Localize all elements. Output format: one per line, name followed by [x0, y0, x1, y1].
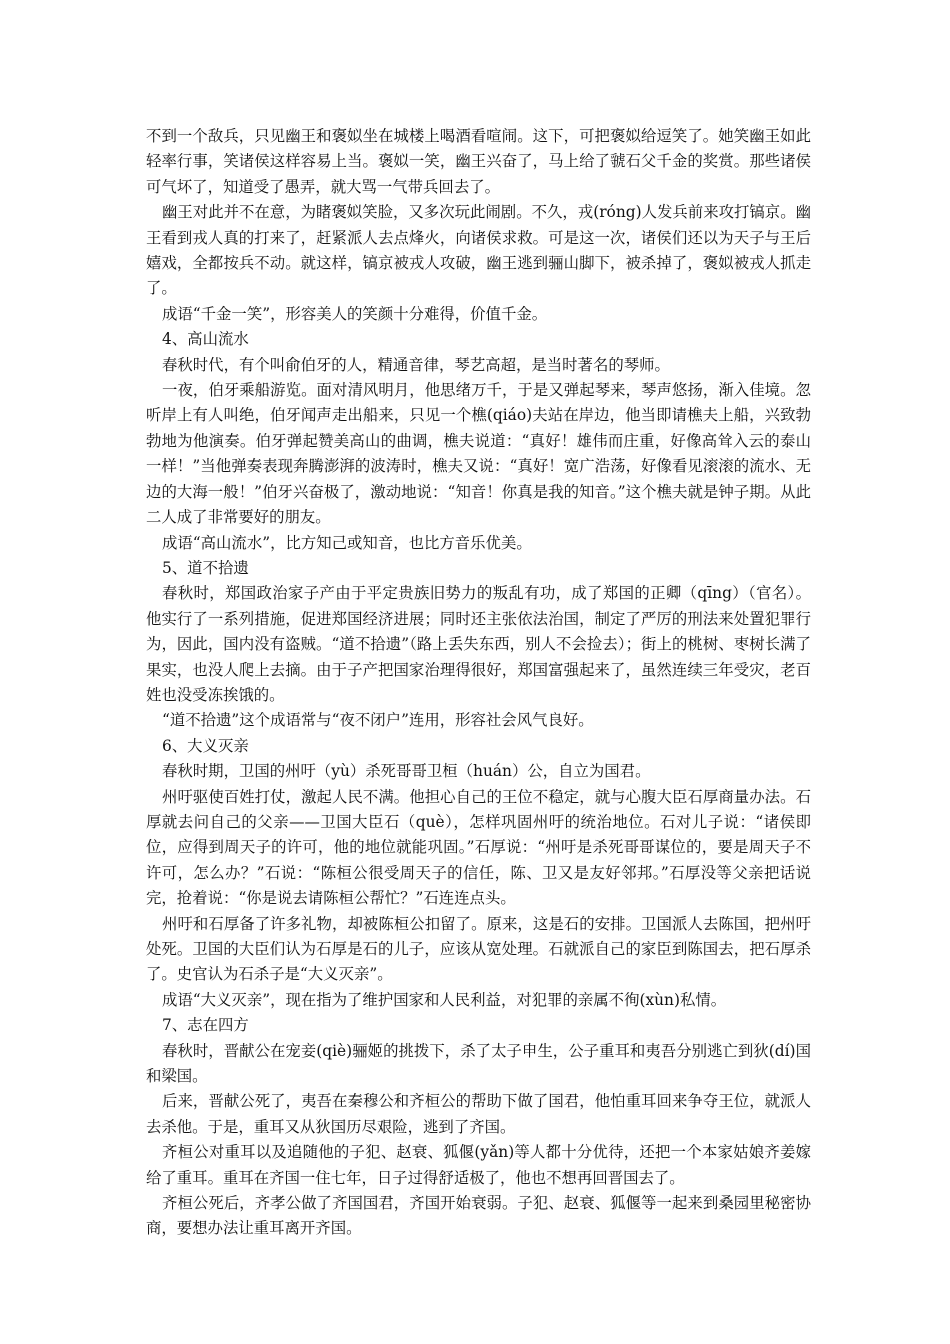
body-paragraph: 齐桓公死后，齐孝公做了齐国国君，齐国开始衰弱。子犯、赵衰、狐偃等一起来到桑园里秘密协商，要想办法让重耳离开齐国。 [146, 1194, 811, 1238]
body-paragraph: 春秋时期，卫国的州吁（yù）杀死哥哥卫桓（huán）公，自立为国君。 [162, 762, 651, 781]
body-paragraph: 成语“千金一笑”，形容美人的笑颜十分难得，价值千金。 [162, 304, 548, 323]
section-heading: 5、道不拾遗 [162, 558, 249, 577]
body-paragraph: 州吁和石厚备了许多礼物，却被陈桓公扣留了。原来，这是石的安排。卫国派人去陈国，把州吁处死。卫国的大臣们认为石厚是石的儿子，应该从宽处理。石就派自己的家臣到陈国去，把石厚杀了。史官认为石杀子是“大义灭亲”。 [146, 914, 811, 984]
body-paragraph: 春秋时，郑国政治家子产由于平定贵族旧势力的叛乱有功，成了郑国的正卿（qīng）（官名）。他实行了一系列措施，促进郑国经济进展；同时还主张依法治国，制定了严厉的刑法来处置犯罪行为，因此，国内没有盗贼。“道不拾遗”（路上丢失东西，别人不会捡去）；街上的桃树、枣树长满了果实，也没人爬上去摘。由于子产把国家治理得很好，郑国富强起来了，虽然连续三年受灾，老百姓也没受冻挨饿的。 [146, 584, 811, 704]
body-paragraph: 成语“高山流水”，比方知己或知音，也比方音乐优美。 [162, 533, 532, 552]
section-heading: 4、高山流水 [162, 330, 249, 349]
body-paragraph: 幽王对此并不在意，为睹褒姒笑脸，又多次玩此闹剧。不久，戎(róng)人发兵前来攻打镐京。幽王看到戎人真的打来了，赶紧派人去点烽火，向诸侯求救。可是这一次，诸侯们还以为天子与王后嬉戏，全都按兵不动。就这样，镐京被戎人攻破，幽王逃到骊山脚下，被杀掉了，褒姒被戎人抓走了。 [146, 203, 811, 298]
body-paragraph: 成语“大义灭亲”，现在指为了维护国家和人民利益，对犯罪的亲属不徇(xùn)私情。 [162, 990, 727, 1009]
body-paragraph: 后来，晋献公死了，夷吾在秦穆公和齐桓公的帮助下做了国君，他怕重耳回来争夺王位，就派人去杀他。于是，重耳又从狄国历尽艰险，逃到了齐国。 [146, 1092, 811, 1136]
document-page [146, 124, 811, 1242]
body-paragraph: 春秋时代，有个叫俞伯牙的人，精通音律，琴艺高超，是当时著名的琴师。 [162, 355, 670, 374]
section-heading: 7、志在四方 [162, 1016, 249, 1035]
body-paragraph: 不到一个敌兵，只见幽王和褒姒坐在城楼上喝酒看喧闹。这下，可把褒姒给逗笑了。她笑幽王如此轻率行事，笑诸侯这样容易上当。褒姒一笑，幽王兴奋了，马上给了虢石父千金的奖赏。那些诸侯可气坏了，知道受了愚弄，就大骂一气带兵回去了。 [146, 127, 811, 196]
body-paragraph: 齐桓公对重耳以及追随他的子犯、赵衰、狐偃(yǎn)等人都十分优待，还把一个本家姑娘齐姜嫁给了重耳。重耳在齐国一住七年，日子过得舒适极了，他也不想再回晋国去了。 [146, 1143, 811, 1187]
body-paragraph: “道不拾遗”这个成语常与“夜不闭户”连用，形容社会风气良好。 [162, 711, 594, 730]
body-paragraph: 春秋时，晋献公在宠妾(qiè)骊姬的挑拨下，杀了太子申生，公子重耳和夷吾分别逃亡到狄(dí)国和梁国。 [146, 1041, 811, 1086]
section-heading: 6、大义灭亲 [162, 736, 249, 755]
body-paragraph: 州吁驱使百姓打仗，激起人民不满。他担心自己的王位不稳定，就与心腹大臣石厚商量办法。石厚就去问自己的父亲——卫国大臣石（què），怎样巩固州吁的统治地位。石对儿子说：“诸侯即位，应得到周天子的许可，他的地位就能巩固。”石厚说：“州吁是杀死哥哥谋位的，要是周天子不许可，怎么办？”石说：“陈桓公很受周天子的信任，陈、卫又是友好邻邦。”石厚没等父亲把话说完，抢着说：“你是说去请陈桓公帮忙？”石连连点头。 [146, 787, 811, 908]
body-paragraph: 一夜，伯牙乘船游览。面对清风明月，他思绪万千，于是又弹起琴来，琴声悠扬，渐入佳境。忽听岸上有人叫绝，伯牙闻声走出船来，只见一个樵(qiáo)夫站在岸边，他当即请樵夫上船，兴致勃勃地为他演奏。伯牙弹起赞美高山的曲调，樵夫说道：“真好！雄伟而庄重，好像高耸入云的泰山一样！”当他弹奏表现奔腾澎湃的波涛时，樵夫又说：“真好！宽广浩荡，好像看见滚滚的流水、无边的大海一般！”伯牙兴奋极了，激动地说：“知音！你真是我的知音。”这个樵夫就是钟子期。从此二人成了非常要好的朋友。 [146, 381, 811, 527]
